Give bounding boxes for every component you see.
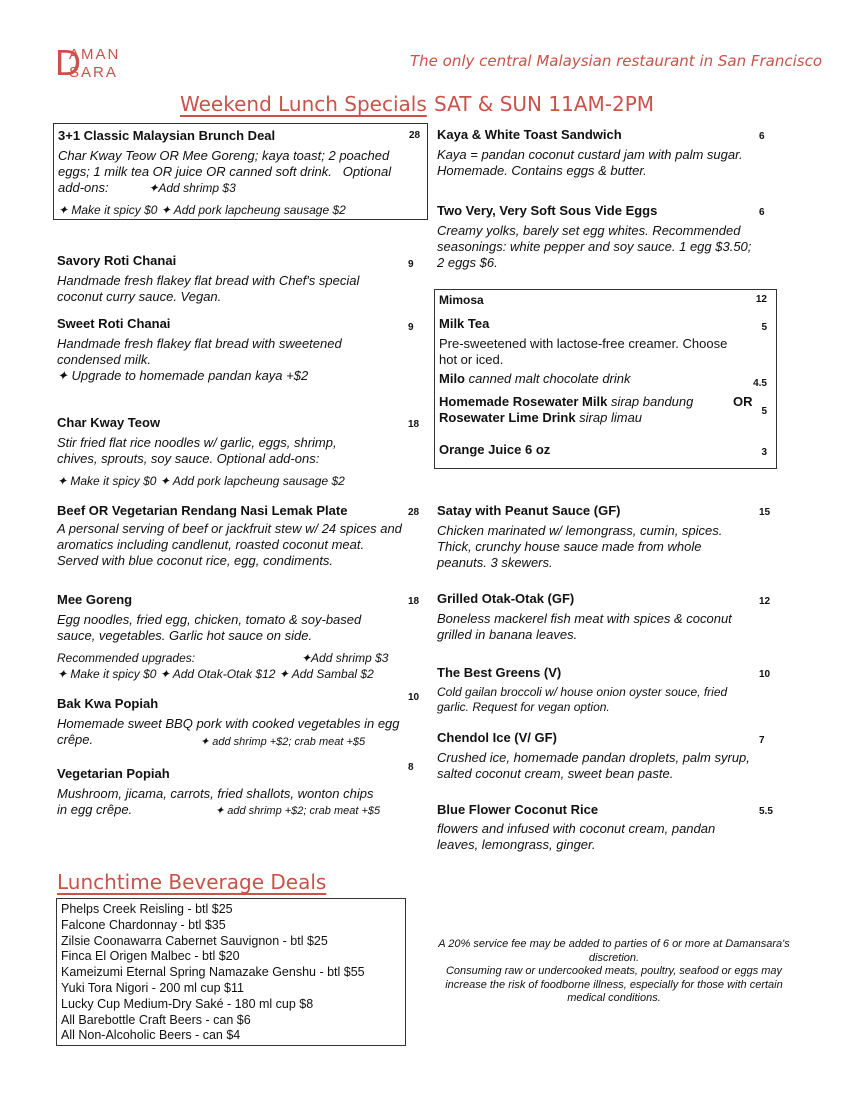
- logo: [55, 44, 135, 84]
- beverage-deal: Finca El Origen Malbec - btl $20: [61, 949, 240, 964]
- drink-name: Milk Tea: [439, 316, 490, 331]
- heading-hours: SAT & SUN 11AM-2PM: [434, 92, 655, 116]
- item-price: 12: [759, 596, 771, 607]
- item-price: 28: [409, 130, 421, 141]
- tagline: The only central Malaysian restaurant in San Francisco: [410, 52, 823, 70]
- menu-item-sous-vide-eggs: [437, 203, 777, 271]
- beverage-deal: All Non-Alcoholic Beers - can $4: [61, 1028, 241, 1043]
- item-price: 8: [408, 762, 414, 773]
- menu-item-chendol: [437, 730, 777, 782]
- item-desc: flowers and infused with coconut cream, pandan leaves, lemongrass, ginger.: [437, 821, 716, 852]
- brunch-deal-box: [53, 123, 428, 220]
- item-name: Satay with Peanut Sauce (GF): [437, 503, 621, 518]
- item-price: 10: [759, 669, 771, 680]
- item-desc: Mushroom, jicama, carrots, fried shallots, wonton chips in egg crêpe.: [57, 786, 374, 817]
- logo-line1: AMAN: [69, 46, 121, 63]
- heading-beverage-deals: Lunchtime Beverage Deals: [57, 870, 327, 894]
- brunch-addons-label: Optional add-ons:: [58, 164, 392, 195]
- item-desc: Handmade fresh flakey flat bread with Chef's special coconut curry sauce. Vegan.: [57, 273, 360, 304]
- drink-price: 12: [755, 294, 767, 305]
- menu-item-savory-roti: [57, 253, 422, 305]
- drink-name: Homemade Rosewater Milk: [439, 394, 608, 409]
- item-addons: ✦ add shrimp +$2; crab meat +$5: [215, 805, 381, 817]
- item-price: 18: [408, 596, 420, 607]
- item-name: Chendol Ice (V/ GF): [437, 730, 557, 745]
- beverage-deal: Yuki Tora Nigori - 200 ml cup $11: [61, 980, 244, 995]
- drink-orange-juice: [439, 442, 773, 458]
- item-desc: A personal serving of beef or jackfruit stew w/ 24 spices and aromatics including candlenut, roasted coconut meat. Served with blue coconut rice, egg, condiments.: [57, 521, 402, 568]
- item-name: Savory Roti Chanai: [57, 253, 177, 268]
- drink-or: OR: [733, 394, 753, 409]
- item-price: 28: [408, 507, 420, 518]
- item-price: 9: [408, 322, 414, 333]
- drink-desc: Pre-sweetened with lactose-free creamer. Choose hot or iced.: [439, 336, 728, 367]
- item-recommended: [57, 650, 422, 666]
- item-name: Two Very, Very Soft Sous Vide Eggs: [437, 203, 658, 218]
- beverage-deal: Zilsie Coonawarra Cabernet Sauvignon - btl $25: [61, 933, 328, 948]
- drink-desc-2: sirap limau: [579, 410, 643, 425]
- item-price: 10: [408, 692, 420, 703]
- item-price: 9: [408, 259, 414, 270]
- beverage-deals-box: [56, 898, 406, 1046]
- menu-item-sweet-roti: [57, 316, 422, 384]
- item-desc: Stir fried flat rice noodles w/ garlic, eggs, shrimp, chives, sprouts, soy sauce. Optional add-ons:: [57, 435, 337, 466]
- drink-price: 4.5: [753, 378, 767, 389]
- menu-item-bak-kwa-popiah: [57, 689, 422, 748]
- heading-weekend-specials: Weekend Lunch Specials: [180, 92, 427, 116]
- item-name: Mee Goreng: [57, 592, 133, 607]
- drink-desc: canned malt chocolate drink: [468, 371, 631, 386]
- logo-line2: SARA: [69, 64, 118, 81]
- item-price: 15: [759, 507, 771, 518]
- rec-label: Recommended upgrades:: [57, 651, 196, 665]
- menu-item-rendang: [57, 503, 422, 569]
- drink-name-2: Rosewater Lime Drink: [439, 410, 576, 425]
- drink-name: Mimosa: [439, 293, 484, 307]
- item-desc: Cold gailan broccoli w/ house onion oyster souce, fried garlic. Request for vegan option.: [437, 685, 728, 714]
- beverage-deal: Phelps Creek Reisling - btl $25: [61, 902, 233, 916]
- logo-initial: D: [55, 42, 81, 83]
- drink-price: 5: [761, 322, 767, 333]
- brunch-desc-text: Char Kway Teow OR Mee Goreng; kaya toast; 2 poached eggs; 1 milk tea OR juice OR canned soft drink.: [58, 148, 390, 179]
- item-desc: Egg noodles, fried egg, chicken, tomato & soy-based sauce, vegetables. Garlic hot sauce on side.: [57, 612, 362, 643]
- item-desc: Handmade fresh flakey flat bread with sweetened condensed milk.: [57, 336, 342, 367]
- drink-rosewater: [439, 394, 773, 426]
- menu-item-mee-goreng: [57, 592, 422, 682]
- item-price: 7: [759, 735, 765, 746]
- item-desc: Chicken marinated w/ lemongrass, cumin, spices. Thick, crunchy house sauce made from whole peanuts. 3 skewers.: [437, 523, 723, 570]
- disclaimer: [434, 938, 794, 1006]
- item-desc: Kaya = pandan coconut custard jam with palm sugar. Homemade. Contains eggs & butter.: [437, 147, 743, 178]
- drink-desc: sirap bandung: [610, 394, 694, 409]
- menu-item-otak-otak: [437, 591, 777, 643]
- brunch-deal-item: [58, 128, 423, 218]
- item-addons: ✦ add shrimp +$2; crab meat +$5: [200, 736, 366, 748]
- beverage-deal: All Barebottle Craft Beers - can $6: [61, 1012, 251, 1027]
- disclaimer-service-fee: A 20% service fee may be added to parties of 6 or more at Damansara's discretion.: [438, 938, 790, 964]
- item-name: Kaya & White Toast Sandwich: [437, 127, 622, 142]
- menu-item-kaya-toast: [437, 127, 777, 179]
- item-addons: ✦ Make it spicy $0 ✦ Add pork lapcheung sausage $2: [57, 474, 345, 488]
- beverage-deal: Lucky Cup Medium-Dry Saké - 180 ml cup $8: [61, 996, 314, 1011]
- drink-price: 5: [761, 406, 767, 417]
- item-name: 3+1 Classic Malaysian Brunch Deal: [58, 128, 276, 143]
- item-name: Char Kway Teow: [57, 415, 161, 430]
- drink-line2: [439, 410, 773, 426]
- item-price: 6: [759, 131, 765, 142]
- drink-price: 3: [761, 447, 767, 458]
- item-desc: Creamy yolks, barely set egg whites. Recommended seasonings: white pepper and soy sauce. 1 egg $3.50; 2 eggs $6.: [437, 223, 752, 270]
- drink-mimosa: [439, 292, 773, 308]
- drink-milo: [439, 371, 773, 387]
- menu-item-satay: [437, 503, 777, 571]
- item-recommended-2: ✦ Make it spicy $0 ✦ Add Otak-Otak $12 ✦ Add Sambal $2: [57, 667, 374, 681]
- item-name: Grilled Otak-Otak (GF): [437, 591, 575, 606]
- item-price: 18: [408, 419, 420, 430]
- item-desc: Crushed ice, homemade pandan droplets, palm syrup, salted coconut cream, sweet bean paste.: [437, 750, 750, 781]
- disclaimer-food-safety: Consuming raw or undercooked meats, poultry, seafood or eggs may increase the risk of foodborne illness, especially for those with certain medical conditions.: [445, 965, 783, 1004]
- item-price: 5.5: [759, 806, 773, 817]
- item-name: The Best Greens (V): [437, 665, 562, 680]
- drink-name: Orange Juice 6 oz: [439, 442, 551, 457]
- item-name: Sweet Roti Chanai: [57, 316, 171, 331]
- bak-kwa-desc-text: Homemade sweet BBQ pork with cooked vegetables in egg crêpe.: [57, 716, 400, 747]
- item-name: Blue Flower Coconut Rice: [437, 802, 599, 817]
- item-upgrade: ✦ Upgrade to homemade pandan kaya +$2: [57, 368, 309, 383]
- menu-item-blue-rice: [437, 802, 777, 853]
- drinks-box: [434, 289, 777, 469]
- menu-item-vegetarian-popiah: [57, 760, 422, 818]
- menu-item-char-kway-teow: [57, 415, 422, 489]
- item-name: Bak Kwa Popiah: [57, 696, 159, 711]
- brunch-addon-shrimp: ✦Add shrimp $3: [148, 181, 236, 195]
- item-addons: ✦ Make it spicy $0 ✦ Add pork lapcheung sausage $2: [58, 203, 346, 217]
- item-name: Beef OR Vegetarian Rendang Nasi Lemak Plate: [57, 503, 348, 518]
- item-price: 6: [759, 207, 765, 218]
- rec-shrimp: ✦Add shrimp $3: [301, 651, 389, 665]
- item-desc: [58, 148, 398, 196]
- beverage-deal: Falcone Chardonnay - btl $35: [61, 917, 226, 932]
- drink-name: Milo: [439, 371, 465, 386]
- drink-milk-tea: [439, 316, 773, 368]
- beverage-deal: Kameizumi Eternal Spring Namazake Genshu - btl $55: [61, 965, 365, 980]
- menu-item-greens: [437, 665, 777, 715]
- item-desc: Boneless mackerel fish meat with spices & coconut grilled in banana leaves.: [437, 611, 732, 642]
- item-name: Vegetarian Popiah: [57, 766, 170, 781]
